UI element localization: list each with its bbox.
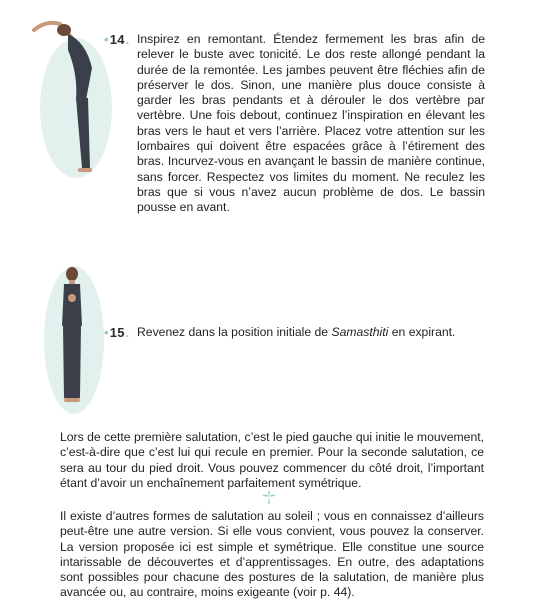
paragraph-other-forms: Il existe d’autres formes de salutation au soleil ; vous en connaissez d’ailleurs peut-être une autre version. Si elle vous convient, vous pouvez la conserver. La version proposée ici est simple et symétrique. Elle constitue une source intarissable de découvertes et d’apprentissages. En outre, des adaptations sont possibles pour chacune des postures de la salutation, de manière plus avancée ou, au contraire, moins exigeante (voir p. 44). bbox=[60, 509, 484, 600]
samasthiti-standing-pose-illustration bbox=[32, 258, 112, 418]
step-14-text: Inspirez en remontant. Étendez fermement les bras afin de relever le buste avec tonicité. Le dos reste allongé pendant la durée de la remontée. Les jambes peuvent être fléchies afin de préserver le dos. Sinon, une manière plus douce consiste à garder les bras pendants et à dérouler le dos vertèbre par vertèbre. Une fois debout, continuez l’inspiration en élevant les bras vers le haut et vers l’arrière. Placez votre attention sur les lombaires qui doivent être espacées grâce à l’étirement des bras. Incurvez-vous en avançant le bassin de manière continue, sans forcer. Respectez vos limites du moment. Ne reculez les bras que si vous n’avez aucun problème de dos. Le bassin pousse en avant. bbox=[137, 32, 485, 215]
ornament-icon bbox=[262, 490, 276, 504]
step-number-14: •14. bbox=[104, 32, 130, 47]
paragraph-first-salutation: Lors de cette première salutation, c’est le pied gauche qui initie le mouvement, c’est-à-dire que c’est lui qui recule en premier. Pour la seconde salutation, ce sera au tour du pied droit. Vous pouvez commencer du côté droit, l’important étant d’avoir un enchaînement parfaitement symétrique. bbox=[60, 430, 484, 490]
samasthiti-term: Samasthiti bbox=[331, 325, 389, 339]
step-15-text: Revenez dans la position initiale de Samasthiti en expirant. bbox=[137, 325, 456, 339]
step-number-15: •15. bbox=[104, 325, 130, 340]
